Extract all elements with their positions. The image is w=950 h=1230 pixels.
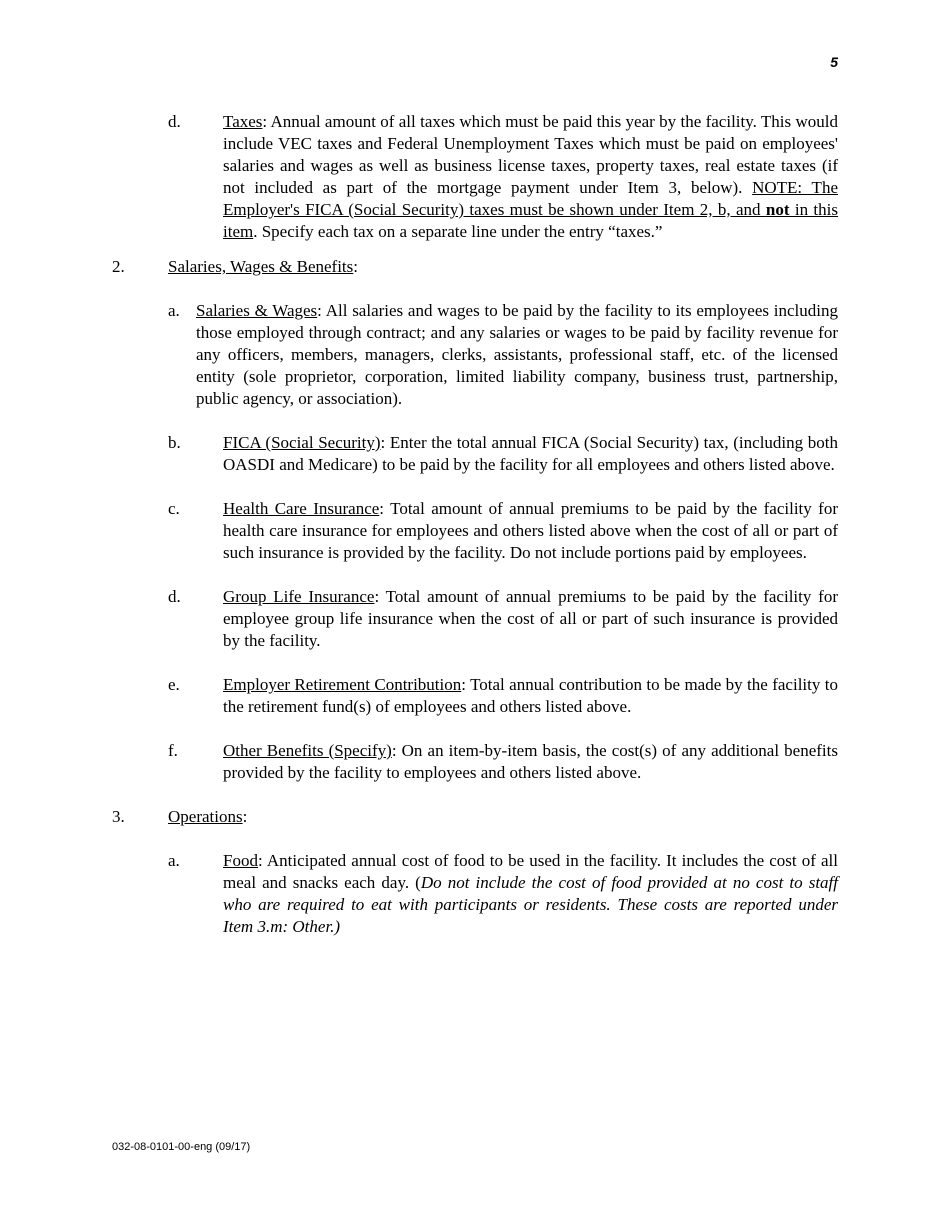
page-number: 5 xyxy=(830,54,838,70)
item-3a-food: a. Food: Anticipated annual cost of food to be used in the facility. It includes the cost of all meal and snacks each day. (Do not include the cost of food provided at no cost to staff who are required to eat with participants or residents. These costs are reported under Item 3.m: Other.) xyxy=(168,851,838,936)
item-2e-retirement: e. Employer Retirement Contribution: Total annual contribution to be made by the facility to the retirement fund(s) of employees and others listed above. xyxy=(168,675,838,716)
item-2c-health-care: c. Health Care Insurance: Total amount of annual premiums to be paid by the facility for health care insurance for employees and others listed above when the cost of all or part of such insurance is provided by the facility. Do not include portions paid by employees. xyxy=(168,499,838,562)
italic-note: Do not include the cost of food provided at no cost to staff who are required to eat with participants or residents. These costs are reported under Item 3.m: Other.) xyxy=(223,873,838,936)
item-2a-salaries-wages: a. Salaries & Wages: All salaries and wages to be paid by the facility to its employees including those employed through contract; and any salaries or wages to be paid by facility revenue for any officers, members, managers, clerks, assistants, professional staff, etc. of the licensed entity (sole proprietor, corporation, limited liability company, business trust, partnership, public agency, or association). xyxy=(168,301,838,408)
item-marker: e. xyxy=(168,675,180,694)
item-title: Employer Retirement Contribution xyxy=(223,675,462,694)
form-number-footer: 032-08-0101-00-eng (09/17) xyxy=(112,1141,251,1153)
section-title: Salaries, Wages & Benefits xyxy=(168,257,354,276)
item-title: FICA (Social Security) xyxy=(223,433,381,452)
item-title: Taxes xyxy=(223,112,263,131)
item-marker: d. xyxy=(168,112,181,131)
section-marker: 3. xyxy=(112,807,125,826)
item-title: Group Life Insurance xyxy=(223,587,375,606)
item-2d-group-life: d. Group Life Insurance: Total amount of annual premiums to be paid by the facility for employee group life insurance when the cost of all or part of such insurance is provided by the facility. xyxy=(168,587,838,650)
section-title: Operations xyxy=(168,807,243,826)
section-2-heading: 2. Salaries, Wages & Benefits: xyxy=(112,257,359,276)
item-2f-other-benefits: f. Other Benefits (Specify): On an item-by-item basis, the cost(s) of any additional benefits provided by the facility to employees and others listed above. xyxy=(168,741,838,782)
item-text: Taxes: Annual amount of all taxes which must be paid this year by the facility. This would include VEC taxes and Federal Unemployment Taxes which must be paid on employees' salaries and wages as well as business license taxes, property taxes, real estate taxes (if not included as part of the mortgage payment under Item 3, below). NOTE: The Employer's FICA (Social Security) taxes must be shown under Item 2, b, and not in this item. Specify each tax on a separate line under the entry “taxes.” xyxy=(223,112,838,241)
item-marker: d. xyxy=(168,587,181,606)
item-marker: f. xyxy=(168,741,178,760)
item-1d-taxes xyxy=(0,111,950,243)
item-title: Food xyxy=(223,851,258,870)
item-2b-fica: b. FICA (Social Security): Enter the total annual FICA (Social Security) tax, (including both OASDI and Medicare) to be paid by the facility for all employees and others listed above. xyxy=(168,433,838,474)
item-title: Other Benefits (Specify) xyxy=(223,741,392,760)
item-marker: a. xyxy=(168,851,180,870)
taxes-note: NOTE: The Employer's FICA (Social Security) taxes must be shown under Item 2, b, and not in this item xyxy=(223,178,838,241)
item-marker: b. xyxy=(168,433,181,452)
document-body xyxy=(0,111,950,960)
item-marker: a. xyxy=(168,301,180,320)
section-3-heading: 3. Operations: xyxy=(112,807,248,826)
item-title: Health Care Insurance xyxy=(223,499,380,518)
item-marker: c. xyxy=(168,499,180,518)
item-title: Salaries & Wages xyxy=(196,301,318,320)
section-marker: 2. xyxy=(112,257,125,276)
